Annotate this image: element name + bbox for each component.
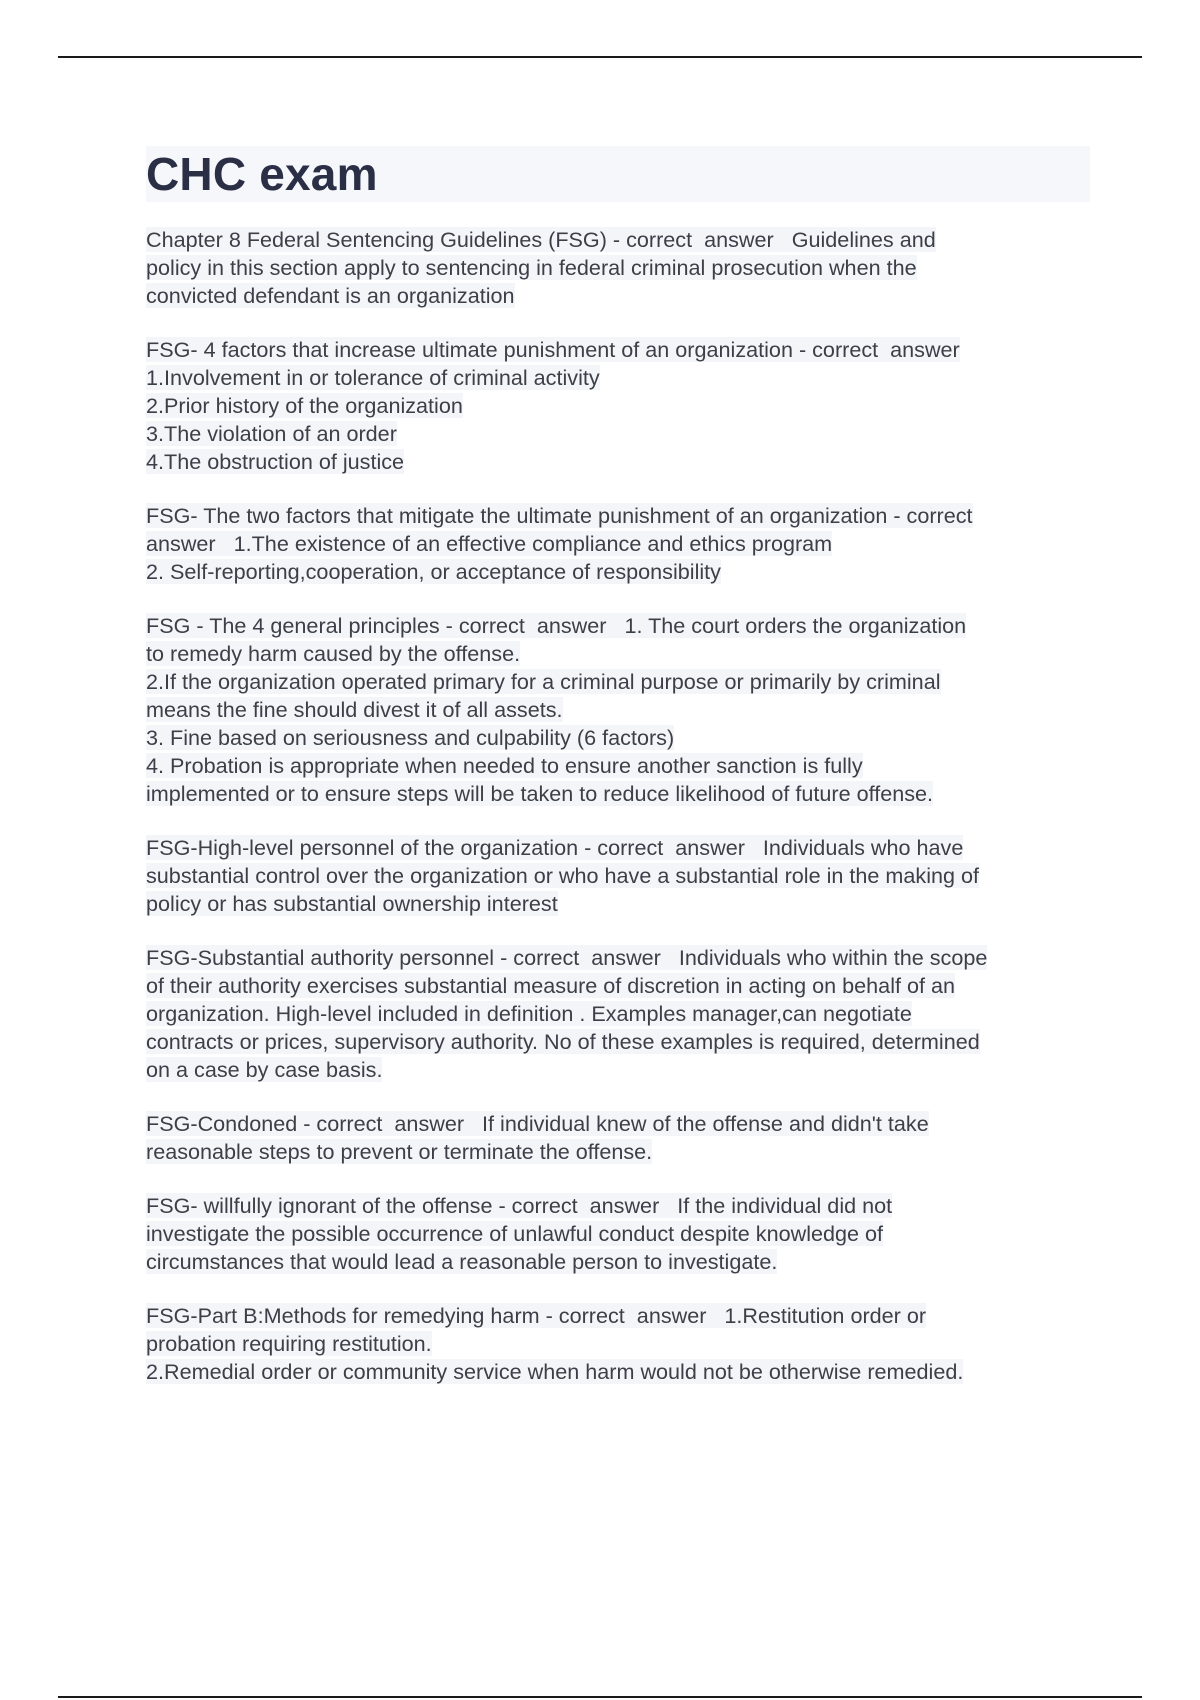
qa-entry-1 bbox=[146, 226, 1090, 310]
entry-line: 3.The violation of an order bbox=[146, 421, 397, 446]
entry-line: 2.If the organization operated primary for a criminal purpose or primarily by criminal bbox=[146, 669, 941, 694]
entry-line: to remedy harm caused by the offense. bbox=[146, 641, 521, 666]
document-body bbox=[146, 146, 1090, 1412]
qa-entry-3 bbox=[146, 502, 1090, 586]
entry-line: circumstances that would lead a reasonable person to investigate. bbox=[146, 1249, 778, 1274]
document-title: CHC exam bbox=[146, 148, 378, 200]
qa-entry-9 bbox=[146, 1302, 1090, 1386]
entry-line: investigate the possible occurrence of unlawful conduct despite knowledge of bbox=[146, 1221, 884, 1246]
entry-line: 2. Self-reporting,cooperation, or acceptance of responsibility bbox=[146, 559, 721, 584]
entry-line: convicted defendant is an organization bbox=[146, 283, 515, 308]
entry-line: FSG-High-level personnel of the organization - correct answer Individuals who have bbox=[146, 835, 964, 860]
entry-line: answer 1.The existence of an effective compliance and ethics program bbox=[146, 531, 833, 556]
entry-line: substantial control over the organization or who have a substantial role in the making of bbox=[146, 863, 980, 888]
entry-line: 2.Prior history of the organization bbox=[146, 393, 463, 418]
entry-line: FSG- willfully ignorant of the offense - correct answer If the individual did not bbox=[146, 1193, 893, 1218]
entry-line: 4.The obstruction of justice bbox=[146, 449, 405, 474]
entry-line: 4. Probation is appropriate when needed to ensure another sanction is fully bbox=[146, 753, 863, 778]
entry-line: probation requiring restitution. bbox=[146, 1331, 432, 1356]
entry-line: FSG-Condoned - correct answer If individual knew of the offense and didn't take bbox=[146, 1111, 929, 1136]
qa-entry-2 bbox=[146, 336, 1090, 476]
qa-entry-4 bbox=[146, 612, 1090, 808]
entry-line: FSG- The two factors that mitigate the ultimate punishment of an organization - correct bbox=[146, 503, 973, 528]
qa-entry-5 bbox=[146, 834, 1090, 918]
entry-line: policy or has substantial ownership interest bbox=[146, 891, 558, 916]
entry-line: FSG-Substantial authority personnel - correct answer Individuals who within the scope bbox=[146, 945, 988, 970]
qa-entry-8 bbox=[146, 1192, 1090, 1276]
qa-list bbox=[146, 226, 1090, 1386]
entry-line: FSG- 4 factors that increase ultimate punishment of an organization - correct answer bbox=[146, 337, 960, 362]
entry-line: of their authority exercises substantial measure of discretion in acting on behalf of an bbox=[146, 973, 956, 998]
top-rule bbox=[58, 56, 1142, 58]
bottom-rule bbox=[58, 1696, 1142, 1698]
entry-line: FSG - The 4 general principles - correct answer 1. The court orders the organization bbox=[146, 613, 967, 638]
entry-line: on a case by case basis. bbox=[146, 1057, 383, 1082]
title-band bbox=[146, 146, 1090, 202]
entry-line: contracts or prices, supervisory authority. No of these examples is required, determined bbox=[146, 1029, 980, 1054]
qa-entry-6 bbox=[146, 944, 1090, 1084]
entry-line: FSG-Part B:Methods for remedying harm - correct answer 1.Restitution order or bbox=[146, 1303, 927, 1328]
entry-line: 1.Involvement in or tolerance of criminal activity bbox=[146, 365, 600, 390]
entry-line: reasonable steps to prevent or terminate the offense. bbox=[146, 1139, 653, 1164]
entry-line: means the fine should divest it of all assets. bbox=[146, 697, 563, 722]
entry-line: 2.Remedial order or community service when harm would not be otherwise remedied. bbox=[146, 1359, 964, 1384]
entry-line: Chapter 8 Federal Sentencing Guidelines (FSG) - correct answer Guidelines and bbox=[146, 227, 936, 252]
qa-entry-7 bbox=[146, 1110, 1090, 1166]
entry-line: organization. High-level included in definition . Examples manager,can negotiate bbox=[146, 1001, 912, 1026]
entry-line: implemented or to ensure steps will be taken to reduce likelihood of future offense. bbox=[146, 781, 934, 806]
entry-line: 3. Fine based on seriousness and culpability (6 factors) bbox=[146, 725, 675, 750]
entry-line: policy in this section apply to sentencing in federal criminal prosecution when the bbox=[146, 255, 917, 280]
